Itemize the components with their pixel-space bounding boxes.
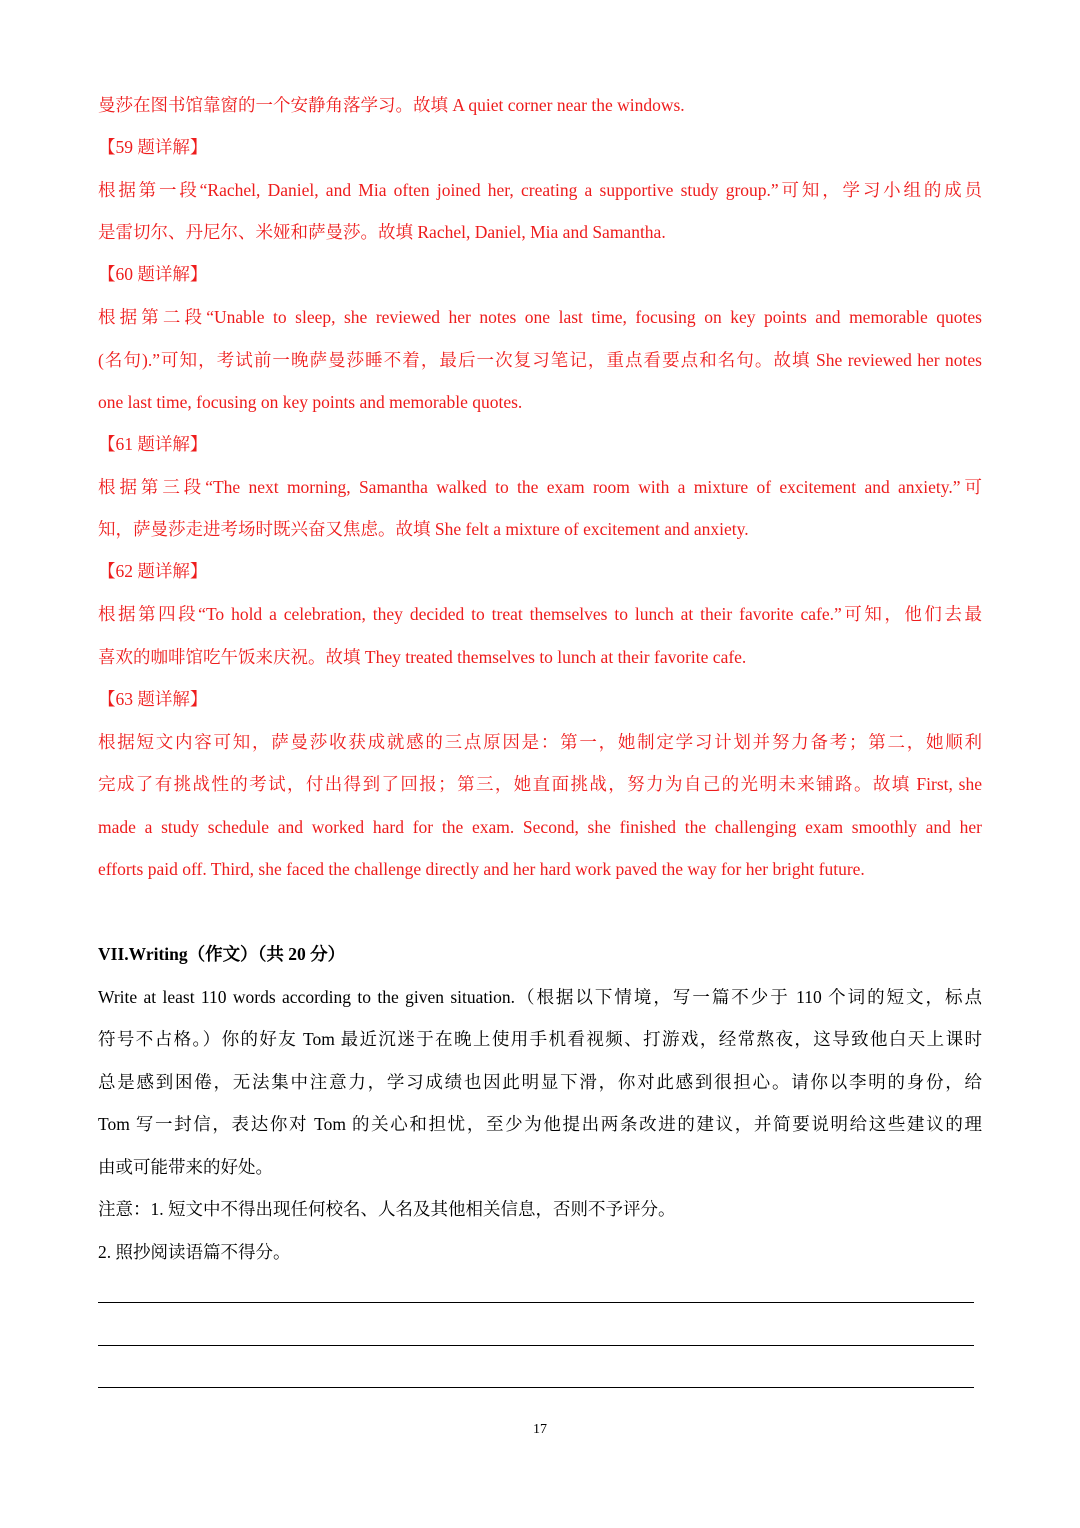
answer-62-line-2: 喜欢的咖啡馆吃午饭来庆祝。故填 They treated themselves to lunch at their favorite cafe. <box>98 647 747 667</box>
heading-63: 【63 题详解】 <box>98 689 208 709</box>
answer-58-tail: 曼莎在图书馆靠窗的一个安静角落学习。故填 A quiet corner near the windows. <box>98 95 685 115</box>
answer-59-line-1: 根据第一段“Rachel, Daniel, and Mia often joined her, creating a supportive study group.”可知，学习小组的成员 <box>98 180 982 200</box>
answer-61-line-1: 根据第三段“The next morning, Samantha walked to the exam room with a mixture of excitement and anxiety.”可 <box>98 477 982 497</box>
answer-60-line-2: (名句).”可知，考试前一晚萨曼莎睡不着，最后一次复习笔记，重点看要点和名句。故填 She reviewed her notes <box>98 350 982 370</box>
heading-60: 【60 题详解】 <box>98 264 208 284</box>
heading-62: 【62 题详解】 <box>98 561 208 581</box>
heading-61: 【61 题详解】 <box>98 434 208 454</box>
answer-61-line-2: 知，萨曼莎走进考场时既兴奋又焦虑。故填 She felt a mixture of excitement and anxiety. <box>98 519 749 539</box>
writing-section-title: VII.Writing（作文）（共 20 分） <box>98 944 346 964</box>
answer-60-line-1: 根据第二段“Unable to sleep, she reviewed her notes one last time, focusing on key points and memorable quotes <box>98 307 982 327</box>
answer-line-2 <box>98 1345 974 1346</box>
answer-59-line-2: 是雷切尔、丹尼尔、米娅和萨曼莎。故填 Rachel, Daniel, Mia and Samantha. <box>98 222 666 242</box>
writing-prompt-line-4: Tom 写一封信，表达你对 Tom 的关心和担忧，至少为他提出两条改进的建议，并简要说明给这些建议的理 <box>98 1114 982 1134</box>
writing-note-2: 2. 照抄阅读语篇不得分。 <box>98 1242 291 1262</box>
answer-60-line-3: one last time, focusing on key points and memorable quotes. <box>98 392 523 412</box>
writing-note-1: 注意：1. 短文中不得出现任何校名、人名及其他相关信息，否则不予评分。 <box>98 1199 676 1219</box>
answer-63-line-3: made a study schedule and worked hard for the exam. Second, she finished the challenging exam smoothly and her <box>98 817 982 837</box>
answer-63-line-4: efforts paid off. Third, she faced the challenge directly and her hard work paved the way for her bright future. <box>98 859 865 879</box>
answer-line-1 <box>98 1302 974 1303</box>
writing-prompt-line-2: 符号不占格。）你的好友 Tom 最近沉迷于在晚上使用手机看视频、打游戏，经常熬夜，这导致他白天上课时 <box>98 1029 982 1049</box>
writing-prompt-line-5: 由或可能带来的好处。 <box>98 1157 273 1177</box>
answer-62-line-1: 根据第四段“To hold a celebration, they decided to treat themselves to lunch at their favorite cafe.”可知，他们去最 <box>98 604 982 624</box>
writing-prompt-line-1: Write at least 110 words according to the given situation.（根据以下情境，写一篇不少于 110 个词的短文，标点 <box>98 987 982 1007</box>
answer-63-line-2: 完成了有挑战性的考试，付出得到了回报；第三，她直面挑战，努力为自己的光明未来铺路。故填 First, she <box>98 774 982 794</box>
heading-59: 【59 题详解】 <box>98 137 208 157</box>
page-number: 17 <box>533 1422 547 1437</box>
writing-prompt-line-3: 总是感到困倦，无法集中注意力，学习成绩也因此明显下滑，你对此感到很担心。请你以李明的身份，给 <box>98 1072 982 1092</box>
answer-63-line-1: 根据短文内容可知，萨曼莎收获成就感的三点原因是：第一，她制定学习计划并努力备考；第二，她顺利 <box>98 732 982 752</box>
answer-line-3 <box>98 1387 974 1388</box>
